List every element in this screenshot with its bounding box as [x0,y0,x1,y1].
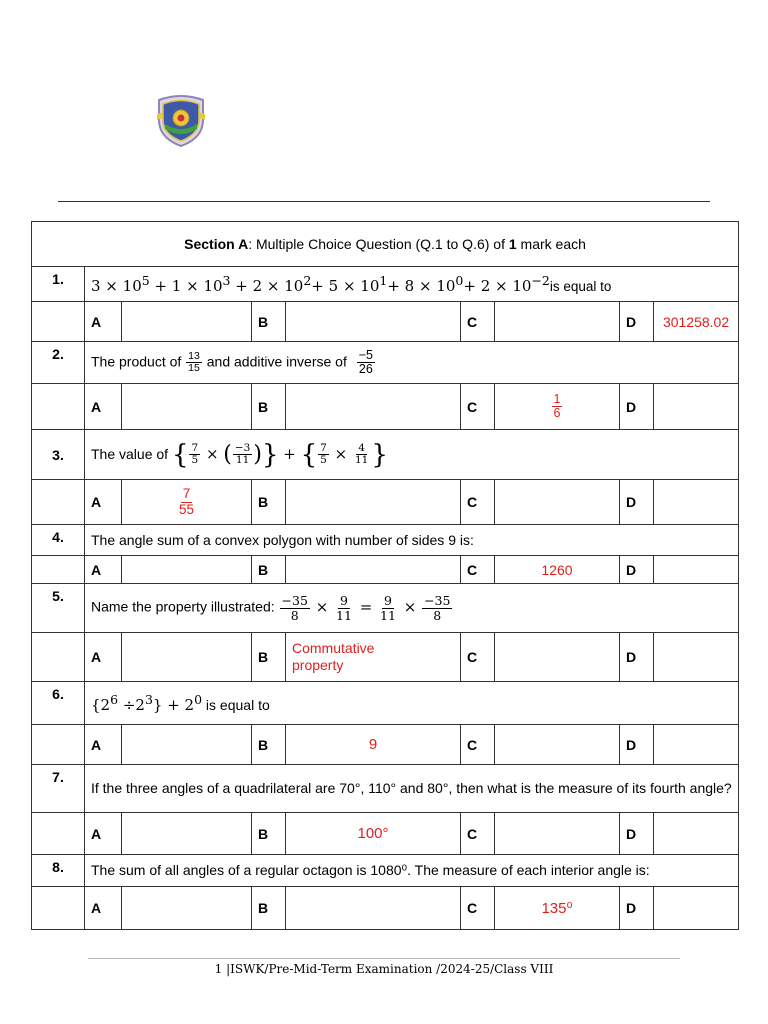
option-a-label: A [85,480,122,525]
option-spacer [32,633,85,682]
option-spacer [32,813,85,855]
option-a-answer [122,556,252,584]
question-row [32,267,739,302]
option-a-answer [122,725,252,765]
option-a-label: A [85,813,122,855]
option-c-label: C [461,813,495,855]
question-text [85,267,739,302]
section-title: Section A [184,236,249,252]
question-text [85,342,739,384]
option-c-answer [495,633,620,682]
section-marks-rest: mark each [516,236,586,252]
question-number: 2. [32,342,85,384]
option-d-label: D [620,887,654,930]
question-number: 4. [32,525,85,556]
option-a-answer [122,813,252,855]
option-c-label: C [461,725,495,765]
option-b-answer: 9 [286,725,461,765]
q3-answer-num: 7 [182,486,191,502]
question-row [32,525,739,556]
question-row [32,342,739,384]
option-c-answer: 135⁰ [495,887,620,930]
option-b-label: B [252,887,286,930]
option-d-answer: 301258.02 [654,302,739,342]
option-b-answer [286,302,461,342]
question-text [85,682,739,725]
option-a-answer [122,302,252,342]
option-d-answer [654,887,739,930]
q2-f1-num: 13 [188,349,200,362]
question-number: 1. [32,267,85,302]
q2-fraction-1 [186,351,202,374]
q2-prefix: The product of [91,353,186,370]
top-divider [58,201,710,202]
option-c-label: C [461,887,495,930]
option-d-answer [654,480,739,525]
option-spacer [32,725,85,765]
q5-prefix: Name the property illustrated: [91,599,279,615]
option-spacer [32,480,85,525]
option-d-label: D [620,384,654,430]
question-number: 5. [32,584,85,633]
question-row [32,584,739,633]
option-d-answer [654,813,739,855]
q2-f2-den: 26 [358,362,373,376]
q1-suffix: is equal to [549,279,612,294]
school-logo [153,94,209,148]
option-b-label: B [252,480,286,525]
option-a-answer [122,633,252,682]
question-number: 3. [32,430,85,480]
q2-f1-den: 15 [188,362,200,374]
q3-prefix: The value of [91,445,172,462]
question-number: 8. [32,855,85,887]
question-text [85,584,739,633]
question-text: The angle sum of a convex polygon with number of sides 9 is: [85,525,739,556]
q2-mid: and additive inverse of [202,353,351,370]
options-row [32,813,739,855]
option-d-answer [654,556,739,584]
question-row [32,855,739,887]
option-b-label: B [252,556,286,584]
option-b-answer [286,887,461,930]
section-header [32,222,739,267]
option-d-label: D [620,480,654,525]
option-a-answer [122,887,252,930]
option-spacer [32,384,85,430]
q6-suffix: is equal to [202,697,270,713]
option-b-answer: Commutative property [286,633,461,682]
option-a-label: A [85,887,122,930]
options-row [32,725,739,765]
option-d-answer [654,384,739,430]
question-text: If the three angles of a quadrilateral are 70°, 110° and 80°, then what is the measure of its fourth angle? [85,765,739,813]
option-c-label: C [461,384,495,430]
option-c-answer [495,384,620,430]
option-d-answer [654,633,739,682]
option-a-label: A [85,302,122,342]
option-d-label: D [620,813,654,855]
option-c-answer [495,302,620,342]
option-a-label: A [85,384,122,430]
option-d-label: D [620,556,654,584]
q2-answer-num: 1 [553,391,561,406]
footer-divider [88,958,680,959]
option-d-label: D [620,725,654,765]
option-spacer [32,302,85,342]
q2-fraction-2 [357,349,375,376]
q5-expression: $\frac{-35}{8}$ × $\frac{9}{11}$ = $\frac{9}{11}$ × $\frac{-35}{8}$ [281,593,451,623]
option-d-answer [654,725,739,765]
question-number: 6. [32,682,85,725]
option-a-label: A [85,725,122,765]
q2-answer-fraction [552,393,563,420]
q2-answer-den: 6 [553,406,561,420]
options-row [32,384,739,430]
option-a-answer [122,384,252,430]
question-row [32,430,739,480]
option-a-answer [122,480,252,525]
option-b-label: B [252,302,286,342]
option-c-label: C [461,480,495,525]
q1-expression: $3 \times 10^5 + 1 \times 10^3 + 2 \times 10^2+ 5 \times 10^1+ 8 \times 10^0+ 2 \times 10^{-2}$ [91,273,550,295]
q3-answer-den: 55 [178,501,195,517]
section-header-row [32,222,739,267]
option-c-label: C [461,633,495,682]
option-a-label: A [85,633,122,682]
option-spacer [32,887,85,930]
options-row [32,633,739,682]
q2-f2-num: −5 [358,347,373,362]
option-b-label: B [252,384,286,430]
question-row [32,765,739,813]
option-b-answer: 100° [286,813,461,855]
section-title-rest: : Multiple Choice Question (Q.1 to Q.6) of [248,236,509,252]
question-table [31,221,739,930]
q6-expression: $\{2^6 \div 2^3\} + 2^0$ [91,692,203,714]
q3-expression: { $\frac{7}{5}$ × ( $\frac{-3}{11}$ )} + { $\frac{7}{5}$ × $\frac{4}{11}$ } [171,439,388,470]
option-b-label: B [252,813,286,855]
question-text: The sum of all angles of a regular octagon is 1080⁰. The measure of each interior angle is: [85,855,739,887]
option-b-answer [286,480,461,525]
question-row [32,682,739,725]
question-number: 7. [32,765,85,813]
option-c-label: C [461,556,495,584]
option-d-label: D [620,302,654,342]
option-spacer [32,556,85,584]
option-c-label: C [461,302,495,342]
option-b-label: B [252,633,286,682]
question-text [85,430,739,480]
page-footer: 1 |ISWK/Pre-Mid-Term Examination /2024-25/Class VIII [214,962,554,976]
option-c-answer [495,480,620,525]
q3-answer-fraction [177,487,196,516]
option-b-label: B [252,725,286,765]
option-b-answer [286,556,461,584]
options-row [32,887,739,930]
option-c-answer [495,813,620,855]
option-b-answer [286,384,461,430]
option-d-label: D [620,633,654,682]
options-row [32,302,739,342]
option-c-answer: 1260 [495,556,620,584]
options-row [32,480,739,525]
options-row [32,556,739,584]
option-c-answer [495,725,620,765]
section-marks: 1 [508,236,517,252]
option-a-label: A [85,556,122,584]
